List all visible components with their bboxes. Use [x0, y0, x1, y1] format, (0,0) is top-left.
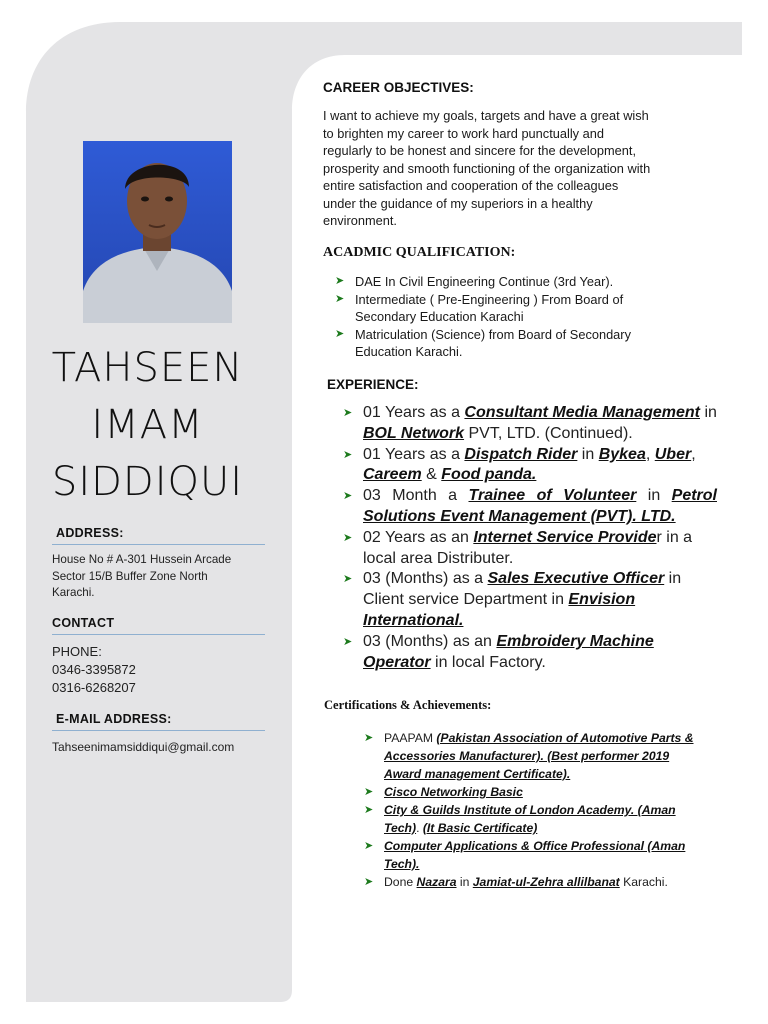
qualification-item-text: Secondary Education Karachi	[355, 309, 524, 324]
arrow-bullet-icon: ➤	[364, 804, 374, 816]
arrow-bullet-icon: ➤	[343, 448, 353, 461]
career-objectives-heading: CAREER OBJECTIVES:	[323, 80, 474, 95]
arrow-bullet-icon: ➤	[335, 292, 345, 305]
address-text	[52, 552, 267, 602]
experience-section	[327, 377, 717, 673]
objective-line: regularly to be honest and sincere for the development,	[323, 143, 637, 158]
arrow-bullet-icon: ➤	[364, 732, 374, 744]
list-item	[362, 873, 702, 891]
candidate-name	[30, 340, 265, 511]
exp-company: Petrol Solutions Event Management (PVT). LTD.	[363, 487, 717, 525]
exp-text: r in a local area Distributer.	[363, 528, 693, 567]
qualification-heading: ACADMIC QUALIFICATION:	[323, 245, 516, 260]
list-item	[333, 273, 723, 291]
exp-text: ,	[645, 445, 655, 463]
list-item	[341, 569, 717, 631]
address-line: Sector 15/B Buffer Zone North	[52, 569, 208, 583]
cert-title: City & Guilds Institute of London Academy. (Aman Tech)	[384, 803, 676, 835]
experience-list	[327, 403, 717, 673]
name-line: SIDDIQUI	[51, 459, 244, 505]
arrow-bullet-icon: ➤	[343, 407, 353, 419]
name-line: TAHSEEN	[51, 345, 244, 391]
qualification-list	[323, 273, 723, 361]
qualification-item-text: Intermediate ( Pre-Engineering ) From Board of	[355, 291, 624, 307]
exp-company: Careem	[363, 466, 422, 484]
cert-text: in	[456, 875, 473, 889]
exp-company: Food panda.	[441, 466, 537, 484]
exp-text: in	[636, 487, 672, 505]
exp-role: Dispatch Rider	[464, 445, 578, 463]
arrow-bullet-icon: ➤	[343, 635, 353, 648]
cert-text: Done	[384, 875, 417, 889]
exp-text: in local Factory.	[430, 653, 546, 671]
exp-role: Internet Service Provide	[473, 528, 657, 546]
exp-role: Consultant Media Management	[464, 404, 700, 421]
list-item	[362, 783, 702, 801]
arrow-bullet-icon: ➤	[335, 275, 345, 287]
experience-heading: EXPERIENCE:	[327, 377, 419, 392]
arrow-bullet-icon: ➤	[343, 490, 353, 503]
list-item	[341, 403, 717, 445]
qualification-item-text: DAE In Civil Engineering Continue (3rd Year).	[355, 274, 614, 289]
exp-text: &	[421, 466, 442, 484]
arrow-bullet-icon: ➤	[364, 876, 374, 888]
qualification-item-text: Matriculation (Science) from Board of Secondary	[355, 326, 631, 342]
exp-text: in	[700, 404, 717, 421]
exp-role: Sales Executive Officer	[487, 570, 665, 588]
address-heading: ADDRESS:	[52, 526, 265, 545]
objective-line: under the guidance of my superiors in a healthy	[323, 195, 593, 211]
email-address[interactable]: Tahseenimamsiddiqui@gmail.com	[52, 740, 235, 754]
exp-company: Envision International.	[363, 591, 636, 629]
cert-title: Cisco Networking Basic	[384, 785, 523, 799]
cert-text: Karachi.	[619, 875, 668, 889]
exp-role: Trainee of Volunteer	[468, 487, 637, 505]
profile-photo	[83, 141, 232, 323]
phone-number[interactable]: 0346-3395872	[52, 662, 136, 677]
objective-line: entire satisfaction and cooperation of the colleagues	[323, 178, 619, 193]
certifications-section	[324, 698, 724, 891]
qualification-section	[323, 245, 723, 361]
exp-text: 01 Years as a	[363, 445, 465, 463]
name-line: IMAM	[91, 402, 204, 448]
exp-text: 03 (Months) as an	[363, 632, 497, 650]
exp-text: in Client service Department in	[363, 570, 682, 609]
email-heading: E-MAIL ADDRESS:	[52, 712, 265, 731]
list-item	[362, 837, 702, 873]
exp-text: 03 Month a	[363, 487, 469, 505]
contact-text	[52, 643, 267, 697]
list-item	[362, 729, 702, 783]
arrow-bullet-icon: ➤	[335, 327, 345, 340]
list-item	[341, 632, 717, 674]
objective-line: prosperity and smooth functioning of the organization with	[323, 160, 651, 176]
list-item	[362, 801, 702, 837]
exp-text: PVT, LTD. (Continued).	[464, 424, 633, 442]
exp-company: Uber	[654, 445, 692, 463]
cert-text: .	[416, 821, 423, 835]
exp-text: 02 Years as an	[363, 528, 474, 546]
list-item	[341, 445, 717, 487]
cert-title: (Pakistan Association of Automotive Parts & Accessories Manufacturer). (Best performer 2019 Award management Certificate).	[384, 731, 694, 781]
arrow-bullet-icon: ➤	[343, 531, 353, 544]
cert-text: PAAPAM	[384, 731, 437, 745]
career-objectives-section	[323, 80, 723, 230]
phone-number[interactable]: 0316-6268207	[52, 680, 136, 695]
qualification-item-text: Education Karachi.	[355, 344, 463, 359]
cert-title: Jamiat-ul-Zehra allilbanat	[472, 875, 620, 889]
exp-role: Embroidery Machine Operator	[363, 632, 654, 671]
phone-label: PHONE:	[52, 644, 102, 659]
arrow-bullet-icon: ➤	[364, 840, 374, 852]
exp-text: 01 Years as a	[363, 404, 465, 421]
exp-text: in	[577, 445, 599, 463]
contact-heading: CONTACT	[52, 616, 265, 635]
objective-line: environment.	[323, 213, 397, 228]
arrow-bullet-icon: ➤	[343, 573, 353, 586]
exp-text: ,	[691, 445, 696, 463]
objective-line: I want to achieve my goals, targets and have a great wish	[323, 108, 649, 123]
exp-company: Bykea	[598, 445, 646, 463]
career-objectives-text	[323, 107, 723, 230]
list-item	[341, 486, 717, 528]
cert-title: Computer Applications & Office Professional (Aman Tech).	[384, 839, 686, 871]
exp-text: 03 (Months) as a	[363, 570, 488, 588]
address-line: House No # A-301 Hussein Arcade	[52, 553, 232, 566]
certifications-heading: Certifications & Achievements:	[324, 698, 492, 712]
certifications-list	[324, 729, 702, 891]
address-line: Karachi.	[52, 586, 95, 599]
exp-company: BOL Network	[363, 424, 465, 442]
cert-title: (It Basic Certificate)	[422, 821, 538, 835]
arrow-bullet-icon: ➤	[364, 786, 374, 798]
cert-title: Nazara	[416, 875, 457, 889]
list-item	[333, 291, 723, 326]
list-item	[333, 326, 723, 361]
list-item	[341, 528, 717, 570]
objective-line: to brighten my career to work hard punctually and	[323, 125, 604, 141]
